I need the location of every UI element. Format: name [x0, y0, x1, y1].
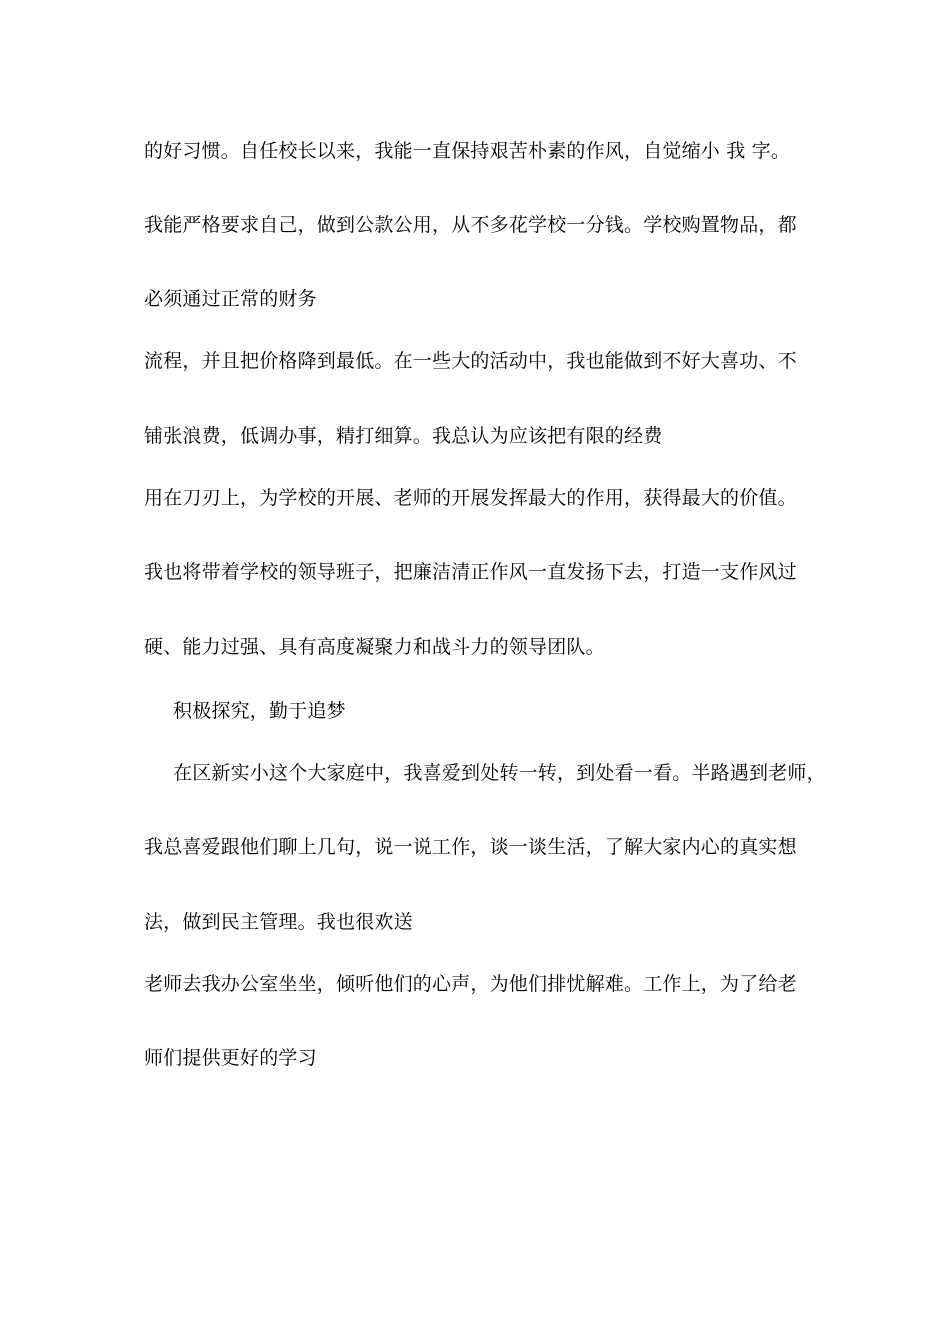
paragraph-line: 在区新实小这个大家庭中，我喜爱到处转一转，到处看一看。半路遇到老师，: [173, 762, 826, 784]
paragraph-line: 用在刀刃上，为学校的开展、老师的开展发挥最大的作用，获得最大的价值。: [144, 487, 797, 509]
paragraph-line: 的好习惯。自任校长以来，我能一直保持艰苦朴素的作风，自觉缩小 我 字。: [144, 140, 791, 162]
paragraph-line: 师们提供更好的学习: [144, 1047, 317, 1069]
section-heading: 积极探究，勤于追梦: [173, 700, 346, 722]
paragraph-line: 必须通过正常的财务: [144, 288, 317, 310]
paragraph-line: 我总喜爱跟他们聊上几句，说一说工作，谈一谈生活，了解大家内心的真实想: [144, 836, 797, 858]
paragraph-line: 流程，并且把价格降到最低。在一些大的活动中，我也能做到不好大喜功、不: [144, 350, 797, 372]
paragraph-line: 法，做到民主管理。我也很欢送: [144, 911, 413, 933]
paragraph-line: 铺张浪费，低调办事，精打细算。我总认为应该把有限的经费: [144, 425, 663, 447]
paragraph-line: 我能严格要求自己，做到公款公用，从不多花学校一分钱。学校购置物品，都: [144, 214, 797, 236]
paragraph-line: 我也将带着学校的领导班子，把廉洁清正作风一直发扬下去，打造一支作风过: [144, 561, 797, 583]
paragraph-line: 硬、能力过强、具有高度凝聚力和战斗力的领导团队。: [144, 636, 605, 658]
paragraph-line: 老师去我办公室坐坐，倾听他们的心声，为他们排忧解难。工作上，为了给老: [144, 973, 797, 995]
